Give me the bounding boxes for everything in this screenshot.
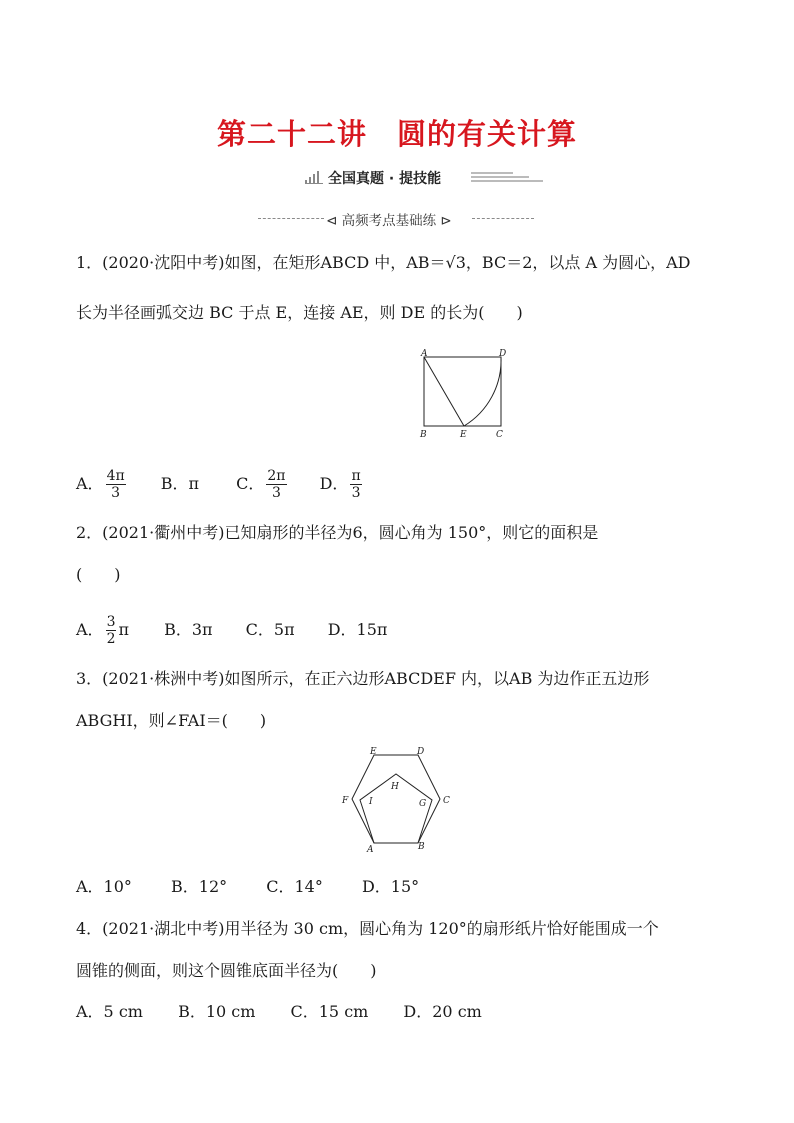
hexagon-pentagon-figure <box>336 743 460 855</box>
label-f: F <box>342 796 349 806</box>
label-g: G <box>419 799 427 809</box>
option-c[interactable]: C．15 cm <box>290 1002 369 1021</box>
option-c[interactable]: C．5π <box>245 620 295 639</box>
label-h: H <box>391 782 399 792</box>
option-d[interactable]: D．15π <box>327 620 388 639</box>
option-a[interactable]: A． $\frac{3}{2}$ π <box>76 614 129 647</box>
question-2-options <box>76 614 387 647</box>
question-3-line-1: 3．(2021·株洲中考)如图所示，在正六边形ABCDEF 内，以AB 为边作正五边形 <box>76 669 650 688</box>
label-b: B <box>420 430 427 440</box>
section-header <box>0 209 794 229</box>
option-a[interactable]: A．5 cm <box>76 1002 143 1021</box>
option-d[interactable]: D．20 cm <box>403 1002 482 1021</box>
label-e: E <box>460 430 467 440</box>
label-i: I <box>369 797 373 807</box>
question-1-options <box>76 468 364 501</box>
question-3-line-2: ABGHI，则∠FAI＝( ) <box>76 711 267 730</box>
page-title: 第二十二讲 圆的有关计算 <box>216 117 577 151</box>
option-d[interactable]: D． $\frac{\pi}{3}$ <box>319 468 361 501</box>
question-2-line-1: 2．(2021·衢州中考)已知扇形的半径为6，圆心角为 150°，则它的面积是 <box>76 523 599 542</box>
question-4-line-2: 圆锥的侧面，则这个圆锥底面半径为( ) <box>76 961 377 980</box>
decorative-lines <box>471 171 545 185</box>
question-4-line-1: 4．(2021·湖北中考)用半径为 30 cm，圆心角为 120°的扇形纸片恰好能围成一个 <box>76 919 659 938</box>
question-1-line-1: 1．(2020·沈阳中考)如图，在矩形ABCD 中，AB＝√3，BC＝2，以点 A 为圆心，AD <box>76 253 691 272</box>
option-c[interactable]: C． $\frac{2\pi}{3}$ <box>236 468 286 501</box>
question-1-line-2: 长为半径画弧交边 BC 于点 E，连接 AE，则 DE 的长为( ) <box>76 303 523 322</box>
label-b: B <box>418 842 425 852</box>
divider <box>472 218 534 219</box>
label-e: E <box>370 747 377 757</box>
section-label: ⊲ 高频考点基础练 ⊳ <box>326 213 452 229</box>
banner <box>0 168 794 190</box>
option-a[interactable]: A．10° <box>76 877 132 896</box>
option-b[interactable]: B．3π <box>164 620 213 639</box>
question-2-line-2: ( ) <box>76 565 121 584</box>
signal-bars-icon <box>305 170 325 184</box>
label-a: A <box>421 349 428 359</box>
option-b[interactable]: B．12° <box>171 877 228 896</box>
label-c: C <box>443 796 450 806</box>
question-3-options <box>76 876 419 898</box>
label-a: A <box>367 845 374 855</box>
option-d[interactable]: D．15° <box>361 877 420 896</box>
label-d: D <box>417 747 425 757</box>
divider <box>258 218 324 219</box>
option-b[interactable]: B．π <box>160 474 200 493</box>
question-4-options <box>76 1001 482 1023</box>
label-d: D <box>499 349 507 359</box>
option-b[interactable]: B．10 cm <box>178 1002 256 1021</box>
option-c[interactable]: C．14° <box>266 877 323 896</box>
option-a[interactable]: A． $\frac{4\pi}{3}$ <box>76 468 125 501</box>
rectangle-arc-figure <box>414 348 514 440</box>
label-c: C <box>496 430 503 440</box>
banner-text: 全国真题 · 提技能 <box>328 171 442 187</box>
